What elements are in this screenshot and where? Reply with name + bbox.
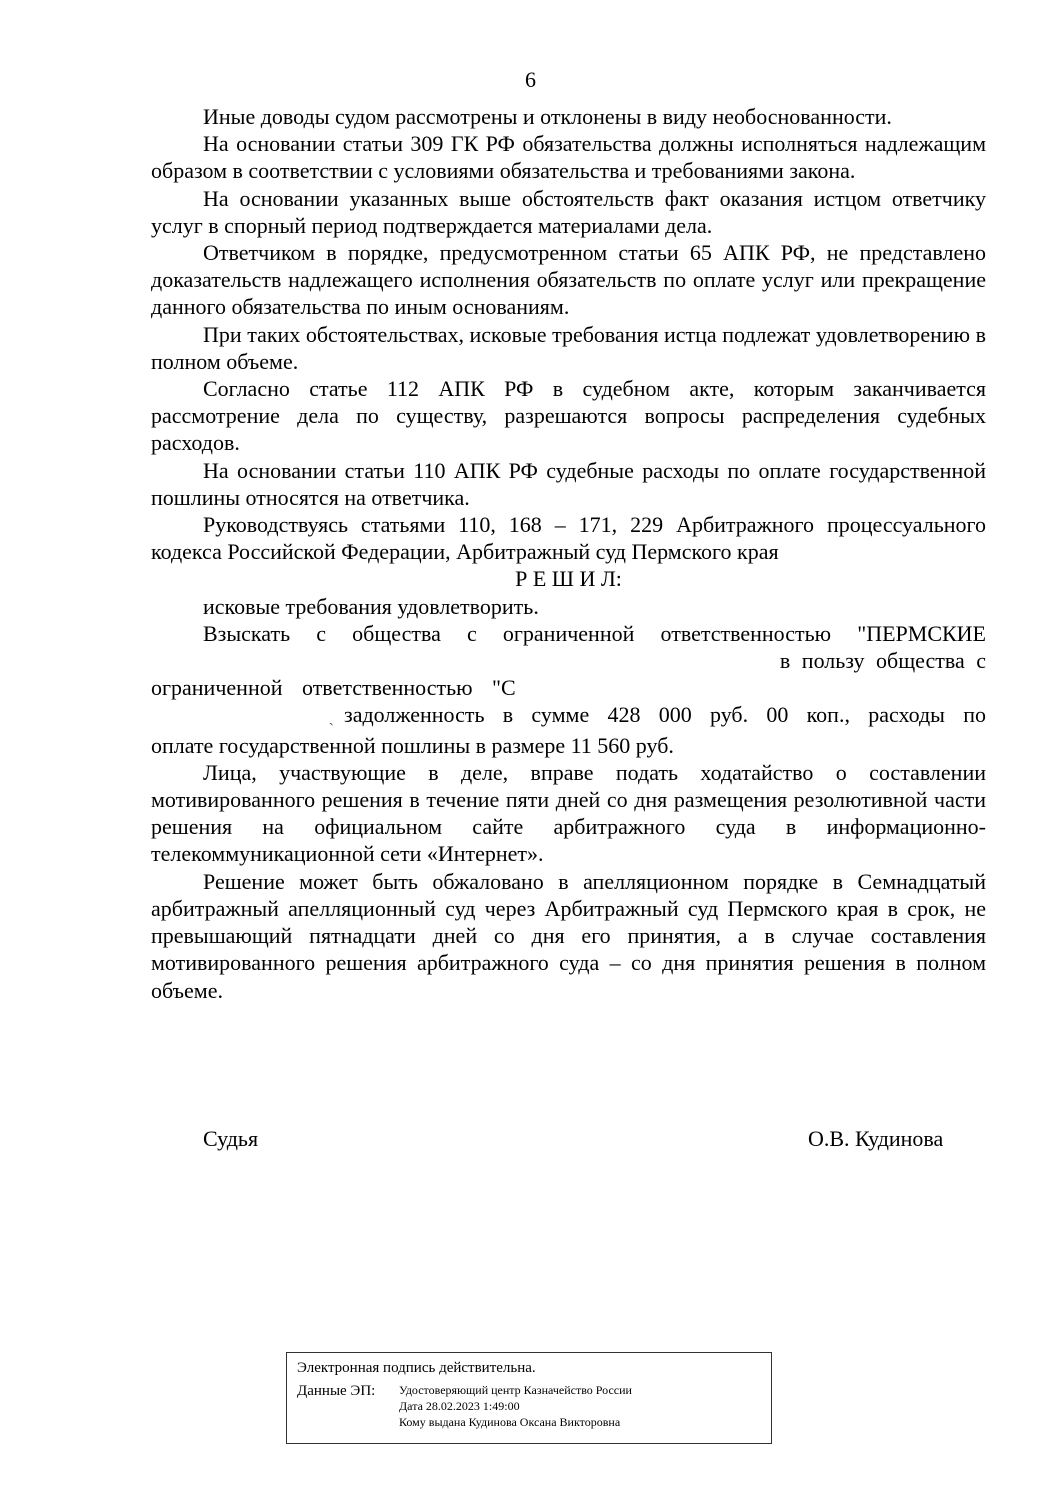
paragraph: Согласно статье 112 АПК РФ в судебном акте, которым заканчивается рассмотрение дела по существу, разрешаются вопросы распределения судебных расходов. [151,376,986,456]
recovery-line-5: оплате государственной пошлины в размере 11 560 руб. [151,732,674,758]
e-signature-date: Дата 28.02.2023 1:49:00 [399,1399,520,1413]
e-signature-issuer: Удостоверяющий центр Казначейство России [399,1383,632,1397]
recovery-line-4-text: задолженность в сумме 428 000 руб. 00 коп., расходы по [344,702,986,728]
e-signature-values [399,1382,632,1430]
recovery-paragraph [151,620,986,759]
paragraph: При таких обстоятельствах, исковые требования истца подлежат удовлетворению в полном объеме. [151,321,986,374]
paragraph: На основании статьи 309 ГК РФ обязательства должны исполняться надлежащим образом в соответствии с условиями обязательства и требованиями закона. [151,131,986,184]
e-signature-issued-to: Кому выдана Кудинова Оксана Викторовна [399,1415,621,1429]
page-number: 6 [525,67,536,92]
paragraph: исковые требования удовлетворить. [203,593,539,619]
recovery-line-2: в пользу общества с [779,648,986,674]
paragraph: Решение может быть обжаловано в апелляционном порядке в Семнадцатый арбитражный апелляционный суд через Арбитражный суд Пермского края в срок, не превышающий пятнадцати дней со дня его принятия, а в случае составления мотивированного решения арбитражного суда – со дня принятия решения в полном объеме. [151,868,986,1003]
redaction-mark: ˏ [328,709,334,727]
recovery-line-4 [151,701,986,731]
e-signature-stamp [286,1352,772,1444]
decision-heading: Р Е Ш И Л: [515,566,622,592]
paragraph: Лица, участвующие в деле, вправе подать ходатайство о составлении мотивированного решения в течение пяти дней со дня размещения резолютивной части решения на официальном сайте арбитражного суда в информационно-телекоммуникационной сети «Интернет». [151,759,986,867]
paragraph: Ответчиком в порядке, предусмотренном статьи 65 АПК РФ, не представлено доказательств надлежащего исполнения обязательств по оплате услуг или прекращение данного обязательства по иным основаниям. [151,240,986,320]
paragraph: Иные доводы судом рассмотрены и отклонены в виду необоснованности. [203,104,892,129]
signature-name: О.В. Кудинова [808,1126,944,1151]
e-signature-label: Данные ЭП: [297,1383,376,1399]
signature-role: Судья [203,1126,259,1151]
recovery-line-1: Взыскать с общества с ограниченной ответственностью "ПЕРМСКИЕ [203,620,986,646]
e-signature-title: Электронная подпись действительна. [297,1360,536,1376]
recovery-line-3: ограниченной ответственностью "С [151,675,516,701]
document-body [151,103,986,1004]
paragraph: Руководствуясь статьями 110, 168 – 171, 229 Арбитражного процессуального кодекса Российской Федерации, Арбитражный суд Пермского края [151,512,986,565]
paragraph: На основании указанных выше обстоятельств факт оказания истцом ответчику услуг в спорный период подтверждается материалами дела. [151,185,986,238]
e-signature-details [297,1382,761,1430]
paragraph: На основании статьи 110 АПК РФ судебные расходы по оплате государственной пошлины относятся на ответчика. [151,457,986,510]
